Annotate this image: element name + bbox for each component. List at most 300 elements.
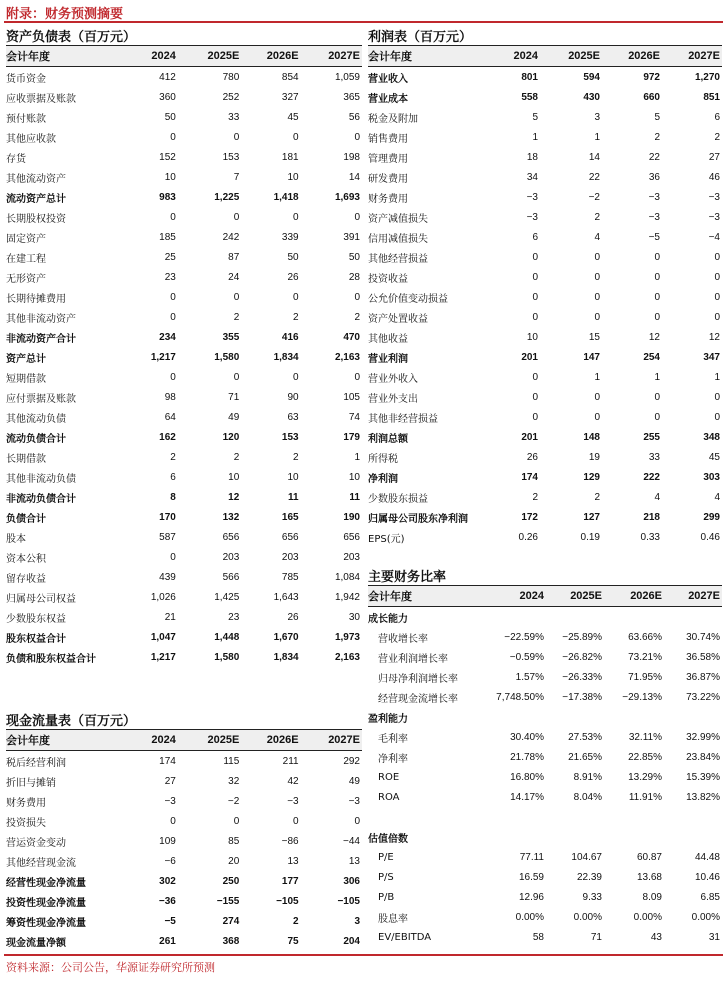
row-value: 23 <box>228 611 240 623</box>
row-value: 23 <box>164 271 176 283</box>
row-value: −3 <box>648 211 660 223</box>
row-label: 公允价值变动损益 <box>368 293 448 305</box>
row-value: 0 <box>594 311 600 323</box>
column-header-year: 2027E <box>662 46 722 67</box>
row-label: P/B <box>378 891 395 903</box>
row-value: 1,425 <box>214 591 240 603</box>
table-row <box>368 767 722 787</box>
table-row <box>368 747 722 767</box>
row-value: 0 <box>654 251 660 263</box>
row-value <box>604 807 664 827</box>
row-value: 851 <box>703 91 720 103</box>
table-row <box>6 791 362 811</box>
table-row <box>368 867 722 887</box>
row-value: 1,047 <box>150 631 176 643</box>
row-value: −105 <box>337 895 360 907</box>
row-value: 656 <box>281 531 299 543</box>
row-value: 2 <box>594 211 600 223</box>
row-label: 其他非经营损益 <box>368 413 438 425</box>
table-row <box>6 771 362 791</box>
balance-sheet-section <box>6 26 362 666</box>
row-value: −6 <box>164 855 176 867</box>
table-row <box>368 787 722 807</box>
table-row <box>6 911 362 931</box>
row-value: 14 <box>588 151 600 163</box>
row-value: 27.53% <box>568 731 602 743</box>
row-value <box>486 807 546 827</box>
row-value: 25 <box>164 251 176 263</box>
row-value: 430 <box>583 91 600 103</box>
row-value: 115 <box>223 755 240 767</box>
row-label: 其他经营现金流 <box>6 857 76 869</box>
table-row <box>368 827 722 847</box>
row-value: 3 <box>594 111 600 123</box>
row-label: 长期待摊费用 <box>6 293 66 305</box>
row-value: 0 <box>293 131 299 143</box>
row-value: 558 <box>521 91 538 103</box>
row-value: 28 <box>348 271 360 283</box>
column-header-year: 2024 <box>112 730 177 751</box>
table-row <box>368 807 722 827</box>
table-row <box>368 687 722 707</box>
row-value: 129 <box>583 471 600 483</box>
column-header-year: 2026E <box>241 730 300 751</box>
row-value: 181 <box>281 151 299 163</box>
table-row <box>6 567 362 587</box>
row-label: 非流动负债合计 <box>6 493 76 505</box>
table-row <box>368 187 722 207</box>
row-label: 营业外支出 <box>368 393 418 405</box>
row-value: 1,670 <box>273 631 299 643</box>
row-value: 3 <box>354 915 360 927</box>
row-label: 归属母公司权益 <box>6 593 76 605</box>
row-value: 45 <box>287 111 299 123</box>
row-value: 26 <box>287 271 299 283</box>
table-row <box>6 107 362 127</box>
row-value <box>546 607 604 628</box>
row-value: 261 <box>159 935 176 947</box>
row-label: 经营现金流增长率 <box>378 693 458 705</box>
row-value: 26 <box>287 611 299 623</box>
row-value: −26.33% <box>562 671 602 683</box>
row-value: 12 <box>228 491 240 503</box>
row-value: 656 <box>222 531 240 543</box>
row-value: 2 <box>233 311 240 323</box>
row-value: 71 <box>590 931 602 943</box>
row-label: 盈利能力 <box>368 713 408 725</box>
row-value: 11 <box>349 491 360 503</box>
table-row <box>368 367 722 387</box>
row-value: 0 <box>714 251 720 263</box>
row-value: 0 <box>532 311 538 323</box>
row-value: 6 <box>714 111 720 123</box>
row-value: 1,448 <box>214 631 240 643</box>
row-value: 780 <box>222 71 240 83</box>
column-header-label: 会计年度 <box>368 586 486 607</box>
row-label: 经营性现金净流量 <box>6 877 86 889</box>
row-value: 33 <box>228 111 240 123</box>
row-value: 1 <box>594 131 600 143</box>
row-value: 7 <box>233 171 240 183</box>
row-label: 估值倍数 <box>368 833 408 845</box>
row-value: 11 <box>288 491 299 503</box>
row-label: 长期借款 <box>6 453 46 465</box>
row-value: 0.46 <box>700 531 720 543</box>
row-value: 470 <box>343 331 360 343</box>
table-row <box>6 447 362 467</box>
table-row <box>368 667 722 687</box>
row-value: 854 <box>281 71 299 83</box>
row-value: 365 <box>343 91 360 103</box>
row-label: 营收增长率 <box>378 633 428 645</box>
table-row <box>368 307 722 327</box>
row-value: −2 <box>588 191 600 203</box>
row-value: 10 <box>287 471 299 483</box>
table-row <box>368 327 722 347</box>
row-value: 50 <box>287 251 299 263</box>
row-value: 1,217 <box>150 351 176 363</box>
row-label: 负债合计 <box>6 513 46 525</box>
table-row <box>6 347 362 367</box>
row-value <box>664 707 722 727</box>
row-value: 6 <box>170 471 176 483</box>
table-row <box>6 627 362 647</box>
row-value: 1,942 <box>334 591 360 603</box>
row-value: 152 <box>159 151 176 163</box>
row-value: 2 <box>233 451 240 463</box>
row-value: 21.78% <box>510 751 544 763</box>
row-value: 2 <box>594 491 600 503</box>
table-row <box>368 487 722 507</box>
row-value: 71 <box>228 391 240 403</box>
row-value: −3 <box>708 211 720 223</box>
row-value: 45 <box>708 451 720 463</box>
row-value: 201 <box>521 431 538 443</box>
table-row <box>6 187 362 207</box>
table-header-row <box>368 586 722 607</box>
ratios-table <box>368 586 722 947</box>
row-value: 32.11% <box>628 731 662 743</box>
row-label: 营业收入 <box>368 73 408 85</box>
row-value: 0 <box>714 271 720 283</box>
row-value: 656 <box>343 531 360 543</box>
row-value: −3 <box>708 191 720 203</box>
row-value: 0 <box>654 391 660 403</box>
row-value: 255 <box>643 431 660 443</box>
row-label: 信用减值损失 <box>368 233 428 245</box>
row-value: 19 <box>588 451 600 463</box>
row-value: 1 <box>654 371 660 383</box>
row-value: 1,270 <box>694 71 720 83</box>
row-value: 1.57% <box>515 671 544 683</box>
table-row <box>368 927 722 947</box>
row-label: 现金流量净额 <box>6 937 66 949</box>
row-value: 75 <box>287 935 299 947</box>
table-row <box>6 547 362 567</box>
row-label: 固定资产 <box>6 233 46 245</box>
table-row <box>368 907 722 927</box>
row-value: 360 <box>159 91 176 103</box>
table-row <box>368 227 722 247</box>
row-value: 26 <box>526 451 538 463</box>
row-value: 174 <box>521 471 538 483</box>
row-value <box>546 707 604 727</box>
row-value: 0 <box>233 291 240 303</box>
row-value: 1 <box>354 451 360 463</box>
row-value: 44.48 <box>694 851 720 863</box>
row-value: 13 <box>287 855 299 867</box>
row-value: 1 <box>594 371 600 383</box>
row-value: 30.40% <box>510 731 544 743</box>
row-value: 5 <box>654 111 660 123</box>
table-row <box>6 751 362 772</box>
table-row <box>6 811 362 831</box>
row-value: 327 <box>281 91 299 103</box>
table-row <box>6 267 362 287</box>
row-value: 566 <box>222 571 240 583</box>
row-label: 预付账款 <box>6 113 46 125</box>
row-value: −4 <box>708 231 720 243</box>
row-value: −2 <box>227 795 240 807</box>
row-value: 49 <box>348 775 360 787</box>
row-value: 302 <box>159 875 176 887</box>
row-value: 0 <box>714 411 720 423</box>
row-value: 0 <box>354 211 360 223</box>
row-value: 2 <box>293 451 299 463</box>
table-row <box>368 507 722 527</box>
row-value: 12 <box>708 331 720 343</box>
row-label: 负债和股东权益合计 <box>6 653 96 665</box>
table-row <box>368 847 722 867</box>
table-row <box>6 67 362 88</box>
row-value: 1,084 <box>334 571 360 583</box>
row-value: 1,225 <box>214 191 240 203</box>
row-value: 4 <box>594 231 600 243</box>
row-label: 在建工程 <box>6 253 46 265</box>
row-value: 2 <box>170 451 176 463</box>
row-value: 109 <box>159 835 176 847</box>
row-label: 研发费用 <box>368 173 408 185</box>
row-value: 8.91% <box>573 771 602 783</box>
row-value: 2 <box>293 915 299 927</box>
row-value: 983 <box>159 191 176 203</box>
table-row <box>6 407 362 427</box>
row-value: −3 <box>348 795 360 807</box>
row-value <box>604 827 664 847</box>
row-value: 16.59 <box>518 871 544 883</box>
row-value: −3 <box>164 795 176 807</box>
row-label: 资产处置收益 <box>368 313 428 325</box>
row-value: 10 <box>526 331 538 343</box>
column-header-year: 2027E <box>301 730 362 751</box>
row-value: 0 <box>594 411 600 423</box>
table-row <box>6 891 362 911</box>
table-row <box>6 387 362 407</box>
row-value: 211 <box>282 755 299 767</box>
row-value: 594 <box>583 71 600 83</box>
row-value: 299 <box>703 511 720 523</box>
row-value: 1,834 <box>273 651 299 663</box>
row-value: 46 <box>708 171 720 183</box>
row-label: 其他流动负债 <box>6 413 66 425</box>
row-value: 8 <box>170 491 176 503</box>
row-value: 73.21% <box>628 651 662 663</box>
row-value: 355 <box>222 331 240 343</box>
row-value <box>486 607 546 628</box>
row-value: 0 <box>293 815 299 827</box>
row-label: 营业利润增长率 <box>378 653 448 665</box>
row-value: 162 <box>159 431 176 443</box>
ratios-title: 主要财务比率 <box>368 570 447 585</box>
row-value: 13.68 <box>636 871 662 883</box>
row-value: 439 <box>159 571 176 583</box>
row-value: 6 <box>532 231 538 243</box>
row-value: 10.46 <box>694 871 720 883</box>
row-value: 170 <box>159 511 176 523</box>
table-row <box>368 87 722 107</box>
table-row <box>6 851 362 871</box>
row-label: P/S <box>378 871 394 883</box>
row-value: 63.66% <box>628 631 662 643</box>
row-label: 筹资性现金净流量 <box>6 917 86 929</box>
source-note: 资料来源：公司公告，华源证券研究所预测 <box>6 961 215 974</box>
row-value: −17.38% <box>562 691 602 703</box>
row-value: 2 <box>532 491 538 503</box>
row-value: 7,748.50% <box>496 691 544 703</box>
column-header-year: 2025E <box>178 46 241 67</box>
income-statement-title: 利润表（百万元） <box>368 30 473 45</box>
row-value: 1,059 <box>334 71 360 83</box>
row-value: 132 <box>222 511 240 523</box>
table-row <box>368 607 722 628</box>
row-value <box>664 607 722 628</box>
row-value: 0 <box>170 371 176 383</box>
row-value: 0.33 <box>640 531 660 543</box>
row-value: 36.58% <box>686 651 720 663</box>
row-value: 8.09 <box>642 891 662 903</box>
row-value: 250 <box>222 875 240 887</box>
row-value: 2,163 <box>334 651 360 663</box>
row-label: 其他经营损益 <box>368 253 428 265</box>
row-value: 0 <box>170 211 176 223</box>
row-value: 391 <box>343 231 360 243</box>
row-value: 347 <box>703 351 720 363</box>
row-label: 流动负债合计 <box>6 433 66 445</box>
row-value: 0 <box>233 131 240 143</box>
row-value: 36.87% <box>686 671 720 683</box>
row-value: 14 <box>348 171 360 183</box>
table-row <box>6 831 362 851</box>
row-value: 201 <box>521 351 538 363</box>
row-value: 203 <box>222 551 240 563</box>
row-label: 其他非流动负债 <box>6 473 76 485</box>
table-row <box>368 707 722 727</box>
row-value: −36 <box>158 895 176 907</box>
row-value: 0 <box>170 311 176 323</box>
balance-sheet-title: 资产负债表（百万元） <box>6 30 137 45</box>
row-value: 74 <box>348 411 360 423</box>
table-row <box>368 627 722 647</box>
table-row <box>368 67 722 88</box>
row-value: 190 <box>343 511 360 523</box>
row-label: 资产减值损失 <box>368 213 428 225</box>
row-value: 1,418 <box>273 191 299 203</box>
table-row <box>6 227 362 247</box>
row-value: 0 <box>170 815 176 827</box>
row-value: −0.59% <box>509 651 544 663</box>
column-header-year: 2025E <box>546 586 604 607</box>
row-label: 投资收益 <box>368 273 408 285</box>
row-value: 368 <box>222 935 240 947</box>
row-value: 14.17% <box>510 791 544 803</box>
row-value: 172 <box>521 511 538 523</box>
row-value: 8.04% <box>573 791 602 803</box>
row-value: 30.74% <box>686 631 720 643</box>
row-value: −26.82% <box>562 651 602 663</box>
row-value: 801 <box>521 71 538 83</box>
row-value: 412 <box>159 71 176 83</box>
table-row <box>6 487 362 507</box>
column-header-year: 2027E <box>664 586 722 607</box>
row-value: 179 <box>343 431 360 443</box>
row-value: −25.89% <box>562 631 602 643</box>
row-value: 13.82% <box>686 791 720 803</box>
row-label: 归属母公司股东净利润 <box>368 513 468 525</box>
row-label: 投资性现金净流量 <box>6 897 86 909</box>
row-value: 416 <box>281 331 299 343</box>
table-header-row <box>6 730 362 751</box>
row-label: 营运资金变动 <box>6 837 66 849</box>
row-value: 0 <box>170 291 176 303</box>
row-value: 6.85 <box>700 891 720 903</box>
row-label: 股息率 <box>378 913 408 925</box>
row-value: 1,217 <box>150 651 176 663</box>
row-value: 222 <box>643 471 660 483</box>
row-value: 0.00% <box>691 911 720 923</box>
row-value: 10 <box>287 171 299 183</box>
table-row <box>368 207 722 227</box>
row-value: 27 <box>164 775 176 787</box>
table-row <box>6 647 362 667</box>
row-value: −3 <box>287 795 299 807</box>
row-value: 0 <box>532 391 538 403</box>
table-row <box>6 327 362 347</box>
bottom-divider <box>4 954 723 956</box>
column-header-year: 2026E <box>241 46 300 67</box>
column-header-year: 2025E <box>178 730 241 751</box>
table-row <box>6 247 362 267</box>
row-label: EPS(元) <box>368 533 405 545</box>
row-value: 10 <box>228 471 240 483</box>
row-value: 73.22% <box>686 691 720 703</box>
table-row <box>6 607 362 627</box>
row-label: 无形资产 <box>6 273 46 285</box>
row-label: 少数股东权益 <box>6 613 66 625</box>
row-value: 0 <box>233 815 240 827</box>
row-value: 63 <box>287 411 299 423</box>
table-row <box>6 127 362 147</box>
row-value: 0 <box>354 371 360 383</box>
row-value: 185 <box>159 231 176 243</box>
table-row <box>368 527 722 547</box>
row-value: 303 <box>703 471 720 483</box>
table-row <box>6 87 362 107</box>
row-value: 4 <box>654 491 660 503</box>
row-value: 1 <box>714 371 720 383</box>
table-row <box>368 387 722 407</box>
table-row <box>6 167 362 187</box>
row-value: 0 <box>654 411 660 423</box>
